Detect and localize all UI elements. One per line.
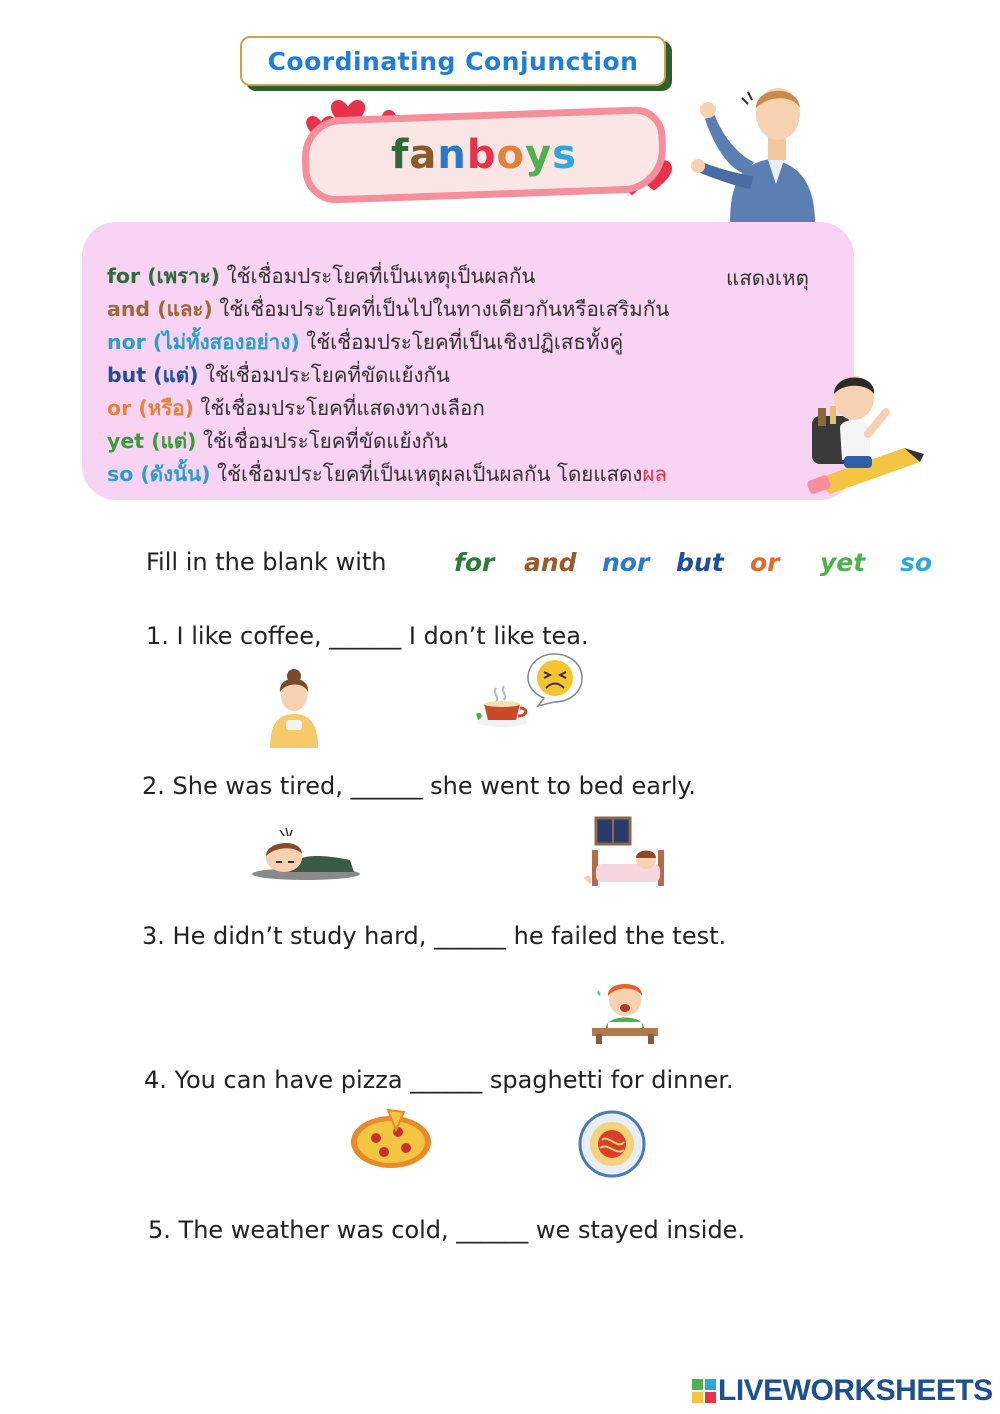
annoyed-face-icon: [520, 652, 584, 708]
tired-girl-illustration: [250, 826, 362, 882]
conjunction-for: for: [454, 548, 495, 577]
definition-line: [107, 260, 535, 293]
girl-sleeping-in-bed-illustration: [578, 816, 670, 890]
definition-description: ใช้เชื่อมประโยคที่เป็นเหตุเป็นผลกัน: [220, 264, 536, 288]
definition-keyword: nor (ไม่ทั้งสองอย่าง): [107, 330, 300, 354]
crying-boy-with-test-illustration: [590, 976, 660, 1044]
conjunction-but: but: [676, 548, 724, 577]
question-3: 3. He didn’t study hard, ______ he failed the test.: [142, 922, 727, 950]
definition-highlight: ผล: [642, 462, 667, 486]
fanboys-letter: o: [496, 132, 526, 178]
definition-line: [107, 293, 669, 326]
question-2: 2. She was tired, ______ she went to bed early.: [142, 772, 696, 800]
liveworksheets-logo-icon: [692, 1377, 718, 1405]
conjunction-and: and: [524, 548, 577, 577]
fanboys-letter: f: [391, 132, 410, 178]
definition-line: [107, 458, 667, 491]
worksheet-title-box: [240, 36, 666, 86]
conjunction-so: so: [900, 548, 933, 577]
definition-description: ใช้เชื่อมประโยคที่เป็นไปในทางเดียวกันหรือเสริมกัน: [212, 297, 670, 321]
definition-line: [107, 326, 623, 359]
definition-keyword: for (เพราะ): [107, 264, 221, 288]
conjunction-nor: nor: [602, 548, 650, 577]
question-1: 1. I like coffee, ______ I don’t like tea.: [146, 622, 589, 650]
question-5: 5. The weather was cold, ______ we stayed inside.: [148, 1216, 746, 1244]
question-4: 4. You can have pizza ______ spaghetti for dinner.: [144, 1066, 734, 1094]
definition-extra-note: แสดงเหตุ: [726, 266, 809, 290]
definition-keyword: so (ดังนั้น): [107, 462, 211, 486]
fanboys-letter: a: [409, 132, 438, 178]
fanboys-letter: s: [552, 132, 577, 178]
spaghetti-plate-illustration: [578, 1110, 646, 1178]
woman-with-coffee-illustration: [264, 668, 324, 748]
definition-description: ใช้เชื่อมประโยคที่เป็นเชิงปฏิเสธทั้งคู่: [299, 330, 624, 354]
definition-keyword: or (หรือ): [107, 396, 194, 420]
fanboys-letter: n: [437, 132, 467, 178]
fanboys-letter: y: [525, 132, 553, 178]
definition-keyword: but (แต่): [107, 363, 199, 387]
fanboys-word: [391, 132, 577, 178]
pizza-illustration: [348, 1108, 434, 1170]
definition-line: [107, 425, 448, 458]
definition-description: ใช้เชื่อมประโยคที่ขัดแย้งกัน: [196, 429, 448, 453]
definition-line: [107, 392, 485, 425]
conjunction-or: or: [750, 548, 780, 577]
definition-keyword: yet (แต่): [107, 429, 197, 453]
definition-keyword: and (และ): [107, 297, 213, 321]
man-pointing-illustration: [690, 74, 830, 224]
liveworksheets-logo: [692, 1374, 993, 1408]
worksheet-title: Coordinating Conjunction: [267, 46, 639, 76]
fanboys-banner: [301, 106, 668, 205]
liveworksheets-logo-text: LIVEWORKSHEETS: [718, 1374, 993, 1407]
definition-line: [107, 359, 450, 392]
boy-on-pencil-illustration: [804, 368, 924, 496]
instruction-text: Fill in the blank with: [146, 548, 387, 576]
definition-description: ใช้เชื่อมประโยคที่แสดงทางเลือก: [193, 396, 485, 420]
definition-description: ใช้เชื่อมประโยคที่ขัดแย้งกัน: [198, 363, 450, 387]
fanboys-letter: b: [466, 132, 497, 178]
definition-description: ใช้เชื่อมประโยคที่เป็นเหตุผลเป็นผลกัน โดยแสดง: [210, 462, 643, 486]
conjunction-yet: yet: [820, 548, 866, 577]
